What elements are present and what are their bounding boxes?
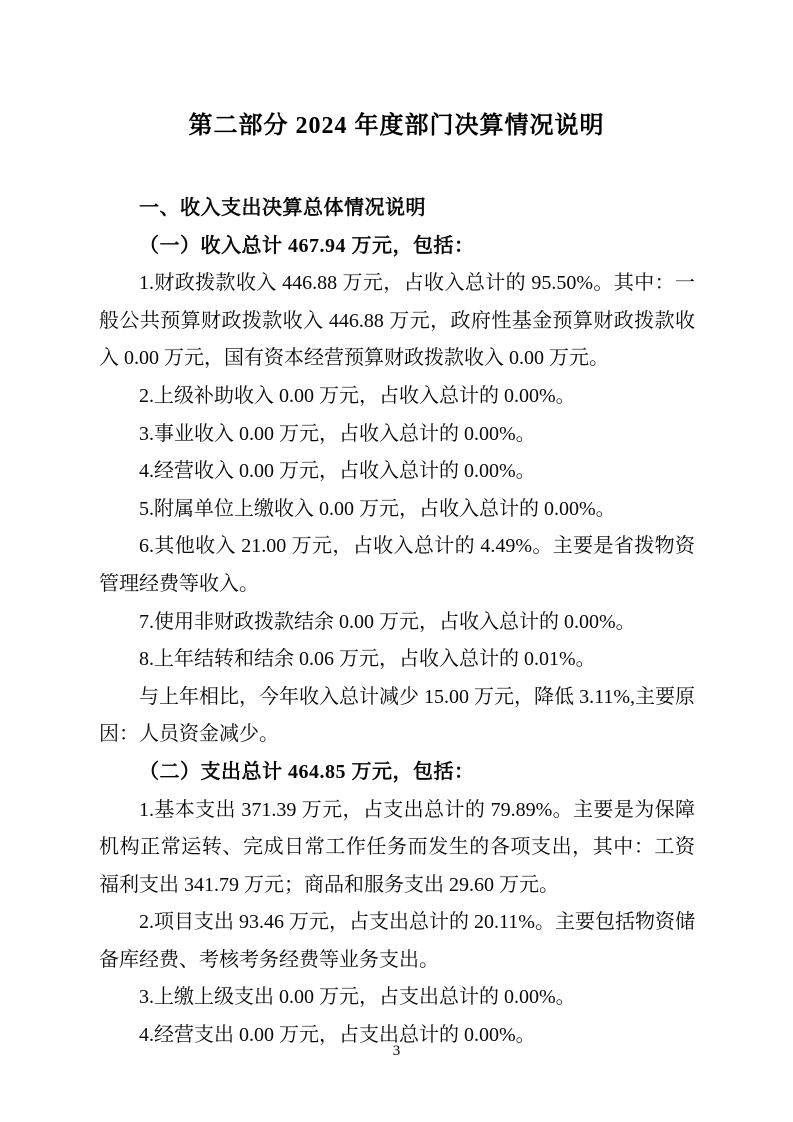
paragraph-payment-to-superior: 3.上缴上级支出 0.00 万元，占支出总计的 0.00%。 <box>139 986 576 1009</box>
paragraph-non-fiscal-balance-income: 7.使用非财政拨款结余 0.00 万元，占收入总计的 0.00%。 <box>139 610 636 633</box>
page-number: 3 <box>392 1043 401 1059</box>
paragraph-fiscal-appropriation-income: 1.财政拨款收入 446.88 万元，占收入总计的 95.50%。其中：一般公共预算财政拨款收入 446.88 万元，政府性基金预算财政拨款收入 0.00 万元，国有资本经营预算财政拨款收入 0.00 万元。 <box>99 272 695 370</box>
paragraph-other-income: 6.其他收入 21.00 万元，占收入总计的 4.49%。主要是省拨物资管理经费等收入。 <box>99 535 695 595</box>
document-body <box>99 190 695 1055</box>
subsection-heading-total-income: （一）收入总计 467.94 万元，包括： <box>139 234 475 257</box>
paragraph-institutional-income: 3.事业收入 0.00 万元，占收入总计的 0.00%。 <box>139 422 536 445</box>
paragraph-affiliated-unit-income: 5.附属单位上缴收入 0.00 万元，占收入总计的 0.00%。 <box>139 497 616 520</box>
paragraph-basic-expenditure: 1.基本支出 371.39 万元，占支出总计的 79.89%。主要是为保障机构正常运转、完成日常工作任务而发生的各项支出，其中：工资福利支出 341.79 万元；商品和服务支出 29.60 万元。 <box>99 798 695 896</box>
paragraph-operating-income: 4.经营收入 0.00 万元，占收入总计的 0.00%。 <box>139 460 536 483</box>
paragraph-operating-expenditure: 4.经营支出 0.00 万元，占支出总计的 0.00%。 <box>139 1024 536 1047</box>
paragraph-year-over-year-comparison: 与上年相比，今年收入总计减少 15.00 万元，降低 3.11%,主要原因：人员资金减少。 <box>99 685 695 746</box>
paragraph-carryover-balance-income: 8.上年结转和结余 0.06 万元，占收入总计的 0.01%。 <box>139 648 596 671</box>
section-heading-income-expense-overview: 一、收入支出决算总体情况说明 <box>139 197 426 219</box>
paragraph-project-expenditure: 2.项目支出 93.46 万元，占支出总计的 20.11%。主要包括物资储备库经费、考核考务经费等业务支出。 <box>99 911 695 971</box>
paragraph-superior-subsidy-income: 2.上级补助收入 0.00 万元，占收入总计的 0.00%。 <box>139 384 576 407</box>
subsection-heading-total-expenditure: （二）支出总计 464.85 万元，包括： <box>139 760 475 783</box>
document-title: 第二部分 2024 年度部门决算情况说明 <box>188 113 605 139</box>
